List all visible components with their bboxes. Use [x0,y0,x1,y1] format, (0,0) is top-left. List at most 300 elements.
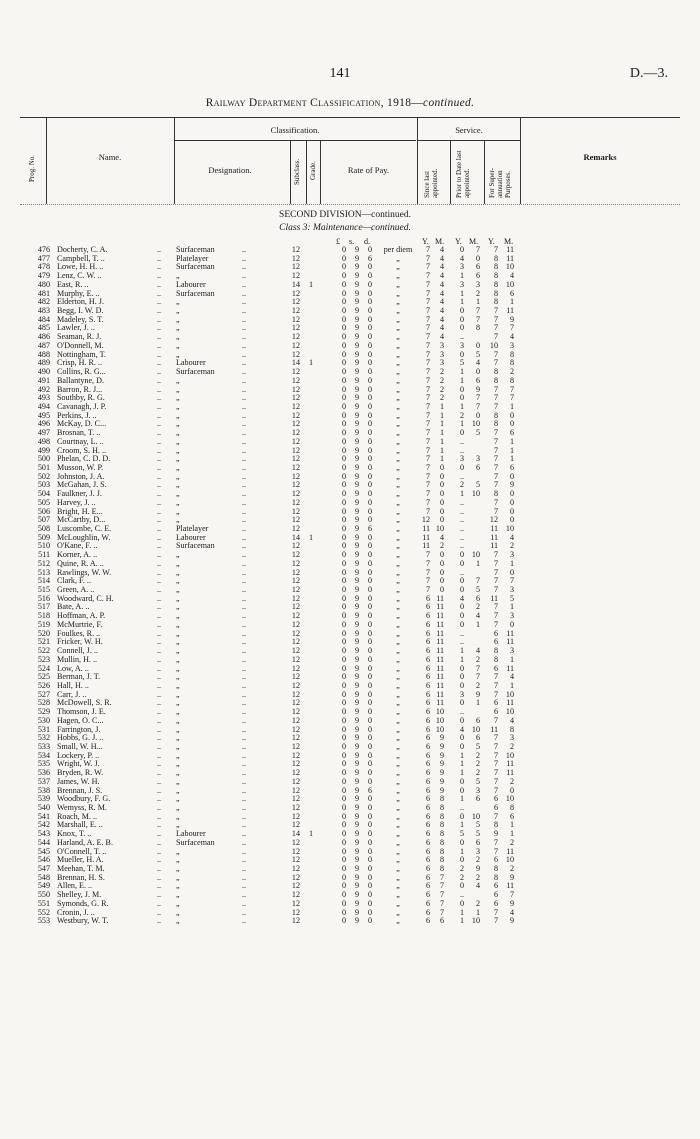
pay-period-cell: „ [396,410,400,420]
pay-shillings-cell: 9 [354,323,359,333]
page-title [0,97,680,109]
pay-pounds-cell: 0 [341,550,346,560]
since-years-cell: 7 [425,506,430,516]
super-years-cell: 8 [493,367,498,377]
pay-pence-cell: 0 [367,907,372,917]
super-years-cell: 7 [493,358,498,368]
name-cell: Hoffman, A. P. [57,611,106,621]
pay-shillings-cell: 9 [354,384,359,394]
designation-cell: Labourer [176,279,206,289]
since-months-cell: 10 [435,715,444,725]
col-divider [484,140,485,204]
pay-pence-cell: 0 [367,497,372,507]
prog-no-cell: 530 [37,715,50,725]
since-months-cell: 11 [436,619,444,629]
grade-cell: 1 [308,279,314,289]
designation-cell: „ [176,489,180,499]
pay-period-cell: „ [396,524,400,533]
pay-pounds-cell: 0 [341,803,346,812]
name-cell: Seaman, R. J. [57,332,102,342]
super-years-cell: 6 [493,794,498,804]
pay-pence-cell: 0 [367,881,372,891]
name-cell: Westbury, W. T. [57,916,109,926]
pay-shillings-cell: 9 [354,611,359,621]
super-months-cell: 11 [506,253,514,263]
since-years-cell: 7 [425,462,430,472]
prior-years-cell: 0 [459,881,464,891]
super-months-cell: 8 [509,358,514,368]
prior-years-cell: .. [459,515,464,525]
since-years-cell: 6 [425,593,430,603]
pay-pounds-cell: 0 [341,741,346,751]
pay-shillings-cell: 9 [354,532,359,542]
prior-years-cell: 1 [459,654,464,664]
prog-no-cell: 549 [37,881,50,891]
pay-pounds-cell: 0 [341,715,346,725]
table-row [0,455,700,464]
since-months-cell: 2 [439,541,444,551]
pay-shillings-cell: 9 [354,428,359,438]
name-cell: Meehan, T. M. [57,864,105,874]
prior-years-cell: .. [459,637,464,647]
since-years-cell: 7 [425,576,430,586]
since-months-cell: 3 [439,349,444,359]
super-years-cell: 8 [493,297,498,307]
pay-shillings-cell: 9 [354,707,359,717]
table-row [0,760,700,769]
prior-months-cell: 1 [475,558,480,568]
prior-years-cell: 1 [459,367,464,377]
header-top-rule [20,117,680,118]
since-months-cell: 8 [439,803,444,812]
super-years-cell: 7 [493,428,498,438]
super-years-cell: 7 [493,689,498,699]
prog-no-cell: 499 [37,445,50,455]
since-years-cell: 6 [425,890,430,900]
prog-no-cell: 548 [37,872,50,882]
prog-no-cell: 551 [37,898,50,908]
since-years-cell: 6 [425,803,430,812]
designation-leader: .. [242,567,247,577]
since-years-cell: 7 [425,497,430,507]
pay-shillings-cell: 9 [354,689,359,699]
pay-pence-cell: 0 [367,741,372,751]
designation-leader: .. [242,550,247,560]
pay-pounds-cell: 0 [341,611,346,621]
designation-leader: .. [242,367,247,377]
designation-leader: .. [242,707,247,717]
prior-years-cell: .. [459,890,464,900]
pay-pounds-cell: 0 [341,646,346,656]
designation-leader: .. [242,602,247,612]
since-months-cell: 11 [436,689,444,699]
super-years-cell: 8 [493,253,498,263]
pay-pounds-cell: 0 [341,471,346,481]
subclass-cell: 12 [291,550,300,560]
subclass-cell: 12 [291,445,300,455]
prog-no-cell: 490 [37,367,50,377]
since-years-cell: 6 [425,750,430,760]
prior-years-cell: 2 [459,864,464,874]
prior-months-cell: 6 [475,271,480,281]
classification-table-body [0,246,700,926]
name-leader: .. [157,916,162,926]
super-years-cell: 8 [493,654,498,664]
since-years-cell: 7 [425,401,430,411]
super-months-cell: 3 [509,340,514,350]
prior-months-cell: 6 [475,262,480,272]
pay-pounds-cell: 0 [341,855,346,865]
pay-pounds-cell: 0 [341,829,346,839]
name-leader: .. [157,759,162,769]
prog-no-cell: 510 [37,541,50,551]
pay-shillings-cell: 9 [354,672,359,682]
since-months-cell: 4 [439,288,444,298]
super-years-cell: 6 [493,890,498,900]
pay-pounds-cell: 0 [341,846,346,856]
super-months-cell: 7 [509,384,514,394]
since-months-cell: 9 [439,759,444,769]
subclass-cell: 12 [291,410,300,420]
designation-cell: „ [176,323,180,333]
prior-years-cell: .. [459,524,464,533]
designation-leader: .. [242,881,247,891]
since-months-cell: 8 [439,855,444,865]
since-months-cell: 0 [439,489,444,499]
super-years-cell: 7 [493,576,498,586]
prior-years-cell: 2 [459,872,464,882]
prior-years-cell: 0 [459,776,464,786]
pay-pence-cell: 0 [367,864,372,874]
since-months-cell: 11 [436,672,444,682]
since-years-cell: 7 [425,297,430,307]
designation-cell: „ [176,567,180,577]
pay-pounds-cell: 0 [341,890,346,900]
pay-period-cell: „ [396,323,400,333]
table-row [0,508,700,517]
designation-leader: .. [242,532,247,542]
since-years-cell: 11 [422,524,430,533]
pay-period-cell: „ [396,393,400,403]
prior-months-cell: 2 [475,750,480,760]
pay-period-cell: „ [396,558,400,568]
prog-no-cell: 489 [37,358,50,368]
name-leader: .. [157,253,162,263]
name-leader: .. [157,462,162,472]
pay-period-cell: „ [396,715,400,725]
pay-period-cell: „ [396,768,400,778]
since-years-cell: 6 [425,864,430,874]
super-months-cell: 8 [509,375,514,385]
pay-shillings-cell: 9 [354,855,359,865]
pay-shillings-cell: 9 [354,715,359,725]
designation-leader: .. [242,864,247,874]
pay-period-cell: „ [396,401,400,411]
designation-leader: .. [242,541,247,551]
prog-no-cell: 480 [37,279,50,289]
prog-no-cell: 553 [37,916,50,926]
name-cell: Berman, J. T. [57,672,101,682]
since-months-cell: 7 [439,890,444,900]
prog-no-cell: 537 [37,776,50,786]
designation-cell: „ [176,271,180,281]
pay-shillings-cell: 9 [354,698,359,708]
subclass-cell: 12 [291,715,300,725]
subclass-cell: 12 [291,741,300,751]
designation-leader: .. [242,724,247,734]
pay-shillings-cell: 9 [354,454,359,464]
pay-pence-cell: 0 [367,428,372,438]
designation-cell: „ [176,628,180,638]
super-years-cell: 8 [493,279,498,289]
since-months-cell: 0 [439,506,444,516]
name-cell: Madeley, S. T. [57,314,104,324]
prior-years-cell: 0 [459,619,464,629]
since-years-cell: 6 [425,707,430,717]
pay-pounds-cell: 0 [341,593,346,603]
prior-months-cell: 2 [475,855,480,865]
designation-cell: „ [176,619,180,629]
since-months-cell: 0 [439,550,444,560]
pay-pounds-cell: 0 [341,393,346,403]
designation-cell: „ [176,864,180,874]
pay-pounds-cell: 0 [341,576,346,586]
prior-months-cell: 2 [475,898,480,908]
subclass-cell: 12 [291,794,300,804]
pay-pence-cell: 0 [367,515,372,525]
since-months-cell: 7 [439,907,444,917]
super-months-cell: 0 [509,410,514,420]
subclass-cell: 12 [291,898,300,908]
pay-period-cell: „ [396,462,400,472]
prior-years-cell: 0 [459,733,464,743]
prior-years-cell: 0 [459,576,464,586]
prog-no-cell: 533 [37,741,50,751]
pay-period-cell: „ [396,297,400,307]
subclass-cell: 12 [291,689,300,699]
designation-cell: „ [176,785,180,795]
since-months-cell: 11 [436,654,444,664]
pay-pence-cell: 0 [367,794,372,804]
table-row [0,708,700,717]
pay-period-cell: „ [396,288,400,298]
super-years-cell: 7 [493,550,498,560]
subclass-cell: 12 [291,663,300,673]
pay-period-cell: „ [396,785,400,795]
designation-leader: .. [242,515,247,525]
designation-leader: .. [242,585,247,595]
super-months-cell: 9 [509,916,514,926]
since-years-cell: 7 [425,262,430,272]
prior-years-cell: 0 [459,855,464,865]
super-months-cell: 0 [509,489,514,499]
pay-shillings-cell: 9 [354,279,359,289]
name-cell: Quine, R. A. .. [57,558,104,568]
prog-no-cell: 517 [37,602,50,612]
prior-months-cell: 10 [471,550,480,560]
name-leader: .. [157,567,162,577]
since-months-cell: 4 [439,532,444,542]
prior-months-cell: 2 [475,768,480,778]
designation-cell: „ [176,689,180,699]
designation-leader: .. [242,393,247,403]
subclass-cell: 12 [291,611,300,621]
name-cell: Wright, W. J. [57,759,100,769]
pay-pounds-cell: 0 [341,375,346,385]
prior-months-cell: 9 [475,689,480,699]
prior-months-cell: 7 [475,663,480,673]
prior-years-cell: 2 [459,410,464,420]
subclass-cell: 12 [291,881,300,891]
pay-pence-cell: 0 [367,332,372,342]
subclass-cell: 12 [291,646,300,656]
super-years-cell: 7 [493,384,498,394]
name-cell: East, R. .. [57,279,89,289]
since-months-cell: 11 [436,628,444,638]
designation-leader: .. [242,506,247,516]
pay-period-cell: „ [396,750,400,760]
designation-cell: Platelayer [176,253,209,263]
pay-pence-cell: 0 [367,375,372,385]
prog-no-cell: 528 [37,698,50,708]
table-row [0,874,700,883]
name-cell: Begg, I. W. D. [57,306,104,316]
prog-no-cell: 531 [37,724,50,734]
name-leader: .. [157,724,162,734]
pay-shillings-cell: 9 [354,567,359,577]
pay-shillings-cell: 9 [354,271,359,281]
designation-leader: .. [242,916,247,926]
pay-pence-cell: 0 [367,898,372,908]
super-years-cell: 7 [493,776,498,786]
prior-months-cell: 6 [475,837,480,847]
super-months-cell: 2 [509,776,514,786]
subclass-cell: 12 [291,785,300,795]
since-years-cell: 7 [425,410,430,420]
name-cell: McDowell, S. R. [57,698,112,708]
since-years-cell: 7 [425,480,430,490]
designation-cell: „ [176,349,180,359]
super-months-cell: 4 [509,715,514,725]
since-months-cell: 9 [439,768,444,778]
pay-shillings-cell: 9 [354,332,359,342]
pay-period-cell: „ [396,646,400,656]
subclass-cell: 14 [291,358,300,368]
pay-pounds-cell: 0 [341,881,346,891]
since-months-cell: 10 [435,707,444,717]
prog-no-cell: 495 [37,410,50,420]
designation-leader: .. [242,715,247,725]
name-cell: Ballantyne, D. [57,375,104,385]
pay-period-cell: „ [396,890,400,900]
designation-leader: .. [242,907,247,917]
pay-period-cell: „ [396,907,400,917]
since-months-cell: 9 [439,750,444,760]
pay-shillings-cell: 9 [354,916,359,926]
designation-cell: „ [176,776,180,786]
super-years-cell: 7 [493,445,498,455]
table-row [0,464,700,473]
prior-years-cell: 4 [459,724,464,734]
table-row [0,420,700,429]
table-row [0,813,700,822]
prog-no-cell: 536 [37,768,50,778]
since-months-cell: 6 [439,916,444,926]
name-cell: Fricker, W. H. [57,637,103,647]
pay-pence-cell: 0 [367,393,372,403]
designation-cell: „ [176,297,180,307]
page-number: 141 [329,66,351,81]
since-years-cell: 6 [425,602,430,612]
pay-period-cell: „ [396,654,400,664]
designation-leader: .. [242,672,247,682]
pay-shillings-cell: 9 [354,872,359,882]
designation-cell: „ [176,759,180,769]
super-months-cell: 3 [509,585,514,595]
super-months-cell: 1 [509,829,514,839]
subclass-cell: 12 [291,454,300,464]
name-cell: Brennan, J. S. [57,785,103,795]
subclass-cell: 12 [291,724,300,734]
name-cell: O'Kane, F. .. [57,541,98,551]
since-years-cell: 6 [425,837,430,847]
prior-months-cell: 5 [475,741,480,751]
pay-shillings-cell: 9 [354,576,359,586]
prog-no-cell: 542 [37,820,50,830]
prog-no-cell: 526 [37,680,50,690]
name-cell: Woodbury, F. G. [57,794,111,804]
super-years-cell: 11 [490,524,498,533]
pay-pence-cell: 0 [367,419,372,429]
name-cell: McKay, D. C... [57,419,107,429]
table-row [0,603,700,612]
service-rule [418,140,520,141]
since-months-cell: 0 [439,515,444,525]
name-leader: .. [157,524,162,533]
prog-no-cell: 484 [37,314,50,324]
since-months-cell: 8 [439,837,444,847]
pay-pence-cell: 0 [367,271,372,281]
prior-years-cell: 0 [459,550,464,560]
subclass-cell: 12 [291,637,300,647]
prior-years-cell: 3 [459,279,464,289]
since-years-cell: 7 [425,245,430,254]
pay-shillings-cell: 9 [354,358,359,368]
super-years-cell: 8 [493,288,498,298]
subclass-cell: 12 [291,864,300,874]
super-months-cell: 11 [506,759,514,769]
pay-period-cell: „ [396,375,400,385]
designation-leader: .. [242,759,247,769]
since-years-cell: 6 [425,715,430,725]
designation-cell: „ [176,497,180,507]
designation-leader: .. [242,593,247,603]
name-leader: .. [157,820,162,830]
subclass-cell: 12 [291,803,300,812]
pay-pounds-cell: 0 [341,698,346,708]
pay-pounds-cell: 0 [341,436,346,446]
designation-cell: „ [176,428,180,438]
prog-no-cell: 509 [37,532,50,542]
prog-no-cell: 525 [37,672,50,682]
pay-pence-cell: 0 [367,663,372,673]
prior-months-cell: 5 [475,349,480,359]
since-months-cell: 4 [439,306,444,316]
pay-shillings-cell: 9 [354,785,359,795]
division-heading: SECOND DIVISION—continued. [279,210,411,220]
pay-pence-cell: 0 [367,776,372,786]
table-row [0,534,700,543]
